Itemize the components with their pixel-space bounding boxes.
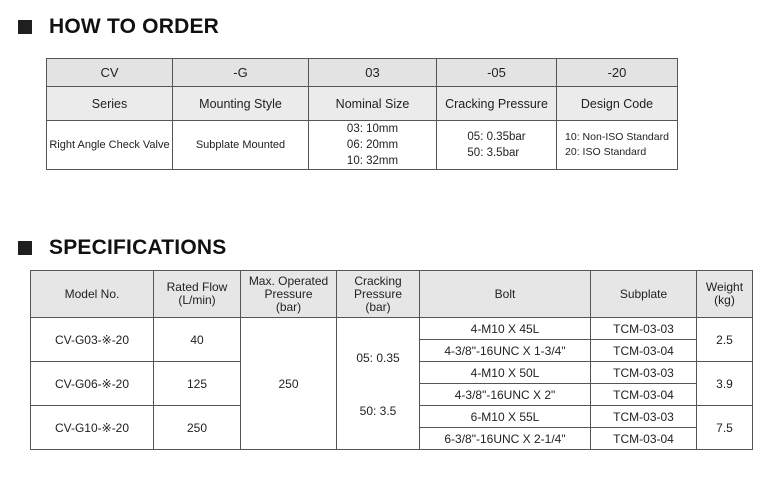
bolt-cell: 4-M10 X 45L [420, 318, 591, 340]
max-pressure-cell: 250 [241, 318, 337, 450]
nominal-options [347, 121, 398, 169]
order-label-row [47, 87, 678, 121]
header-bolt: Bolt [420, 271, 591, 318]
nominal-option: 06: 20mm [346, 139, 399, 151]
weight-cell: 7.5 [697, 406, 753, 450]
code-cracking: -05 [437, 59, 557, 87]
code-mounting: -G [173, 59, 309, 87]
subplate-cell: TCM-03-04 [591, 384, 697, 406]
label-nominal: Nominal Size [309, 87, 437, 121]
desc-mounting: Subplate Mounted [173, 121, 309, 170]
subplate-cell: TCM-03-04 [591, 340, 697, 362]
subplate-cell: TCM-03-03 [591, 362, 697, 384]
design-option: 10: Non-ISO Standard [565, 131, 669, 143]
model-cell: CV-G03-※-20 [31, 318, 154, 362]
header-cracking-line: Pressure [353, 286, 403, 301]
label-series: Series [47, 87, 173, 121]
header-pressure [241, 271, 337, 318]
cracking-option: 50: 3.5bar [467, 147, 520, 159]
cracking-value: 05: 0.35 [356, 351, 400, 365]
flow-cell: 40 [154, 318, 241, 362]
code-design: -20 [557, 59, 678, 87]
bolt-cell: 4-3/8"-16UNC X 1-3/4" [420, 340, 591, 362]
header-flow-line: Rated Flow [166, 280, 228, 294]
specifications-table [30, 270, 753, 450]
weight-cell: 3.9 [697, 362, 753, 406]
design-option: 20: ISO Standard [565, 146, 647, 158]
label-design: Design Code [557, 87, 678, 121]
cracking-option: 05: 0.35bar [467, 131, 526, 143]
cracking-value: 50: 3.5 [359, 404, 397, 418]
desc-design [557, 121, 678, 170]
header-pressure-line: Max. Operated [248, 273, 329, 288]
header-cracking-line: Cracking [354, 273, 402, 288]
subplate-cell: TCM-03-03 [591, 318, 697, 340]
order-code-row [47, 59, 678, 87]
code-nominal: 03 [309, 59, 437, 87]
header-pressure-line: Pressure [264, 286, 313, 301]
header-weight-line: (kg) [714, 293, 735, 307]
label-mounting: Mounting Style [173, 87, 309, 121]
subplate-cell: TCM-03-04 [591, 428, 697, 450]
weight-cell: 2.5 [697, 318, 753, 362]
header-flow-line: (L/min) [178, 293, 216, 307]
nominal-option: 10: 32mm [346, 155, 399, 167]
table-row [31, 318, 753, 340]
desc-cracking [437, 121, 557, 170]
spec-header-row [31, 271, 753, 318]
header-weight-line: Weight [705, 280, 744, 294]
specifications-heading [18, 236, 226, 260]
code-series: CV [47, 59, 173, 87]
bolt-cell: 4-3/8"-16UNC X 2" [420, 384, 591, 406]
model-cell: CV-G06-※-20 [31, 362, 154, 406]
design-options [565, 130, 669, 160]
square-bullet-icon [18, 241, 32, 255]
how-to-order-heading [18, 15, 219, 39]
bolt-cell: 6-3/8"-16UNC X 2-1/4" [420, 428, 591, 450]
cracking-options [467, 129, 525, 161]
desc-nominal [309, 121, 437, 170]
specifications-title: SPECIFICATIONS [49, 236, 227, 259]
label-cracking: Cracking Pressure [437, 87, 557, 121]
header-pressure-line: (bar) [275, 299, 302, 314]
cracking-cell [337, 318, 420, 450]
flow-cell: 250 [154, 406, 241, 450]
header-cracking-line: (bar) [365, 299, 391, 314]
subplate-cell: TCM-03-03 [591, 406, 697, 428]
order-description-row [47, 121, 678, 170]
how-to-order-table [46, 58, 678, 170]
header-model: Model No. [31, 271, 154, 318]
flow-cell: 125 [154, 362, 241, 406]
nominal-option: 03: 10mm [346, 123, 399, 135]
square-bullet-icon [18, 20, 32, 34]
bolt-cell: 6-M10 X 55L [420, 406, 591, 428]
header-cracking [337, 271, 420, 318]
how-to-order-title: HOW TO ORDER [49, 15, 220, 38]
header-subplate: Subplate [591, 271, 697, 318]
model-cell: CV-G10-※-20 [31, 406, 154, 450]
header-flow [154, 271, 241, 318]
desc-series: Right Angle Check Valve [47, 121, 173, 170]
bolt-cell: 4-M10 X 50L [420, 362, 591, 384]
header-weight [697, 271, 753, 318]
